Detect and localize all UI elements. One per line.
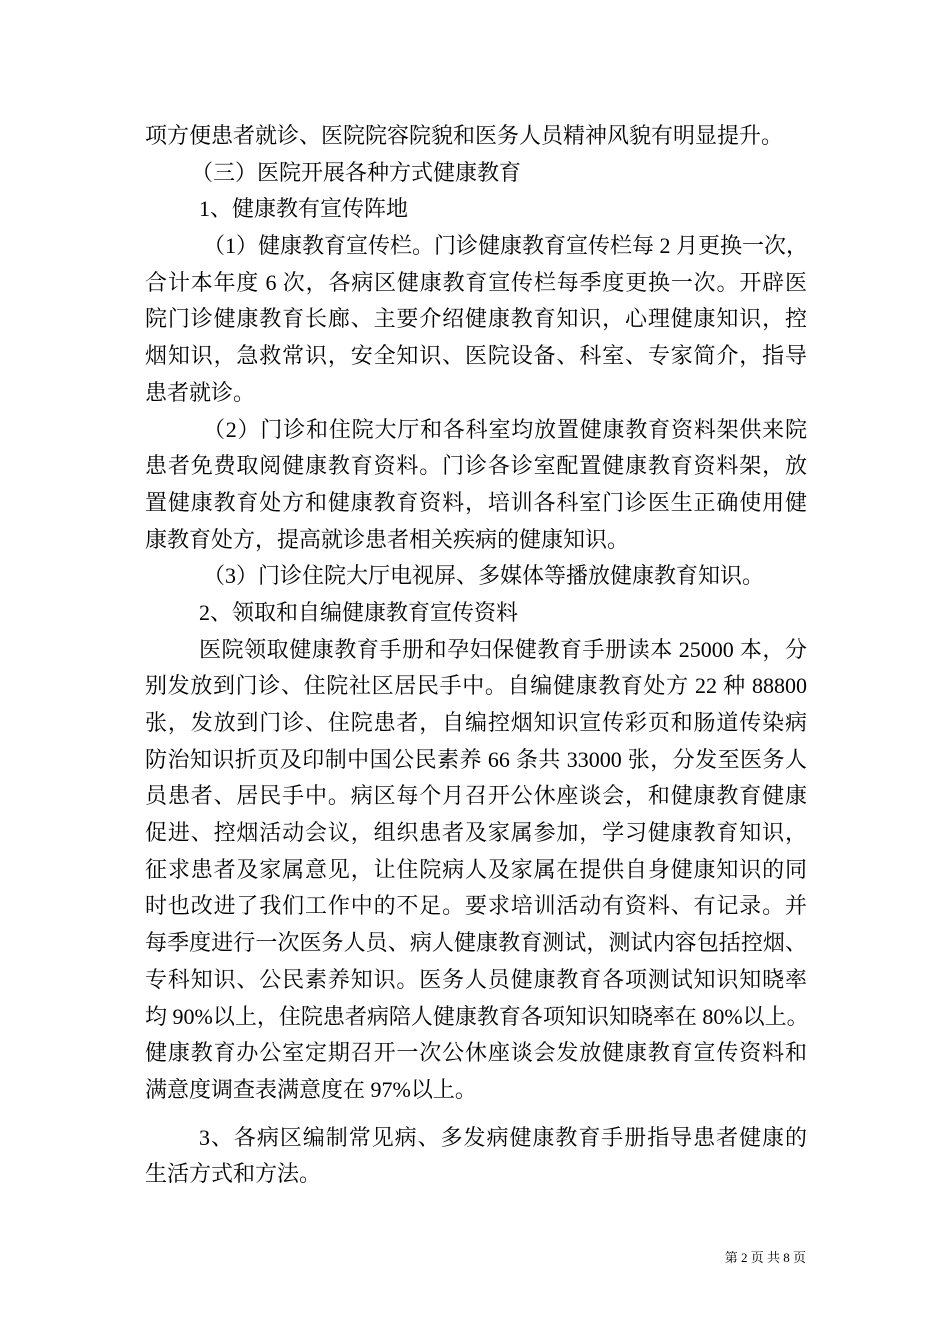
text-line: 均 90%以上，住院患者病陪人健康教育各项知识知晓率在 80%以上。 [145,1003,809,1029]
paragraph-item-3 [145,558,807,595]
document-body [145,118,807,1193]
text-line: 康教育处方，提高就诊患者相关疾病的健康知识。 [145,526,630,552]
text-line: 1、健康教有宣传阵地 [199,196,409,222]
subsection-heading-3 [145,1120,807,1193]
text-line: 3、各病区编制常见病、多发病健康教育手册指导患者健康的 [199,1124,807,1150]
text-line: （2）门诊和住院大厅和各科室均放置健康教育资料架供来院 [203,416,807,442]
text-line: 满意度调查表满意度在 97%以上。 [145,1076,477,1102]
paragraph-item-2 [145,412,807,559]
text-line: 院门诊健康教育长廊、主要介绍健康教育知识，心理健康知识，控 [145,306,807,332]
paragraph-materials [145,632,807,1109]
text-line: 生活方式和方法。 [145,1161,322,1187]
text-line: 时也改进了我们工作中的不足。要求培训活动有资料、有记录。并 [145,893,807,919]
text-line: 促进、控烟活动会议，组织患者及家属参加，学习健康教育知识， [145,820,807,846]
paragraph-continuation [145,118,807,155]
text-line: 专科知识、公民素养知识。医务人员健康教育各项测试知识知晓率 [145,966,807,992]
text-line: 2、领取和自编健康教育宣传资料 [199,599,519,625]
text-line: 每季度进行一次医务人员、病人健康教育测试，测试内容包括控烟、 [145,930,807,956]
text-line: 医院领取健康教育手册和孕妇保健教育手册读本 25000 本，分 [199,636,807,662]
text-line: 征求患者及家属意见，让住院病人及家属在提供自身健康知识的同 [145,856,807,882]
text-line: 置健康教育处方和健康教育资料，培训各科室门诊医生正确使用健 [145,489,807,515]
section-heading [145,155,807,192]
text-line: （三）医院开展各种方式健康教育 [191,159,522,185]
text-line: 合计本年度 6 次，各病区健康教育宣传栏每季度更换一次。开辟医 [145,269,807,295]
text-line: 防治知识折页及印制中国公民素养 66 条共 33000 张，分发至医务人 [145,746,807,772]
text-line: 项方便患者就诊、医院院容院貌和医务人员精神风貌有明显提升。 [145,123,784,148]
text-line: 别发放到门诊、住院社区居民手中。自编健康教育处方 22 种 88800 [145,673,807,699]
subsection-heading-2 [145,595,807,632]
paragraph-item-1 [145,228,807,411]
text-line: （1）健康教育宣传栏。门诊健康教育宣传栏每 2 月更换一次， [203,233,809,259]
subsection-heading-1 [145,191,807,228]
text-line: 员患者、居民手中。病区每个月召开公休座谈会，和健康教育健康 [145,783,807,809]
text-line: 张，发放到门诊、住院患者，自编控烟知识宣传彩页和肠道传染病 [145,710,807,735]
text-line: （3）门诊住院大厅电视屏、多媒体等播放健康教育知识。 [203,563,765,589]
text-line: 患者免费取阅健康教育资料。门诊各诊室配置健康教育资料架，放 [145,453,807,479]
text-line: 患者就诊。 [145,379,256,405]
text-line: 健康教育办公室定期召开一次公休座谈会发放健康教育宣传资料和 [145,1040,807,1066]
page-number-footer: 第 2 页 共 8 页 [724,1250,806,1265]
text-line: 烟知识，急救常识，安全知识、医院设备、科室、专家简介，指导 [145,343,807,369]
